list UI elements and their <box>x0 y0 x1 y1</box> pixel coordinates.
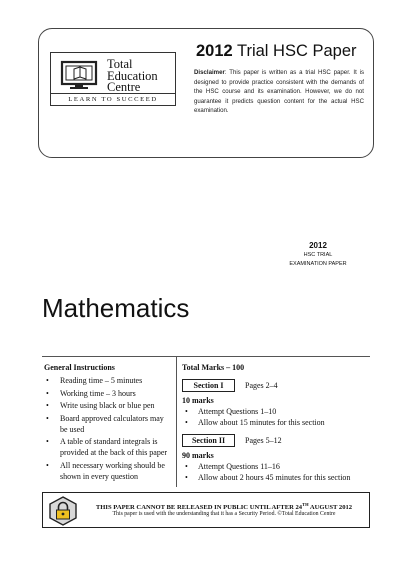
logo-name <box>107 59 173 94</box>
security-footer <box>42 492 370 528</box>
exam-year: 2012 <box>309 241 327 250</box>
release-notice-post: AUGUST 2012 <box>308 504 353 512</box>
section-2-item: • Attempt Questions 11–16 <box>182 461 372 472</box>
security-notice: This paper is used with the understanding that it has a Security Period. ©Total Education Centre <box>112 511 336 517</box>
instruction-item: • All necessary working should be shown in every question <box>44 460 172 482</box>
disclaimer <box>194 68 364 116</box>
paper-title-text: Trial HSC Paper <box>232 42 357 60</box>
exam-label <box>283 240 353 268</box>
divider-horizontal <box>42 356 370 357</box>
general-instructions <box>44 362 172 483</box>
section-1-pages: Pages 2–4 <box>245 381 278 390</box>
computer-book-icon <box>60 59 104 91</box>
instruction-item: • A table of standard integrals is provided at the back of this paper <box>44 436 172 458</box>
exam-type-line1: HSC TRIAL <box>303 252 333 258</box>
section-1-marks: 10 marks <box>182 396 214 405</box>
instruction-item: • Write using black or blue pen <box>44 400 172 411</box>
marks-summary <box>182 362 372 483</box>
padlock-shield-icon <box>48 496 78 526</box>
exam-type-line2: EXAMINATION PAPER <box>289 260 347 267</box>
paper-title <box>196 42 357 61</box>
section-2-label: Section II <box>182 434 235 447</box>
release-notice-pre: THIS PAPER CANNOT BE RELEASED IN PUBLIC UNTIL AFTER 24 <box>95 504 303 512</box>
section-1-item: • Allow about 15 minutes for this section <box>182 417 372 428</box>
section-1-list <box>182 406 372 428</box>
paper-title-year: 2012 <box>196 42 233 60</box>
instructions-list <box>44 375 172 482</box>
logo <box>50 52 176 106</box>
section-2-pages: Pages 5–12 <box>245 436 282 445</box>
subject-title: Mathematics <box>42 293 190 323</box>
total-marks: Total Marks – 100 <box>182 363 245 372</box>
instruction-item: • Reading time – 5 minutes <box>44 375 172 386</box>
section-1-row <box>182 379 372 392</box>
disclaimer-text: : This paper is written as a trial HSC paper. It is designed to provide practice consistent with the demands of the HSC course and its examination. However, we do not guarantee it predicts question content for the actual HSC examination. <box>194 69 364 115</box>
general-instructions-heading: General Instructions <box>44 363 115 372</box>
section-2-list <box>182 461 372 483</box>
logo-name-line3: Centre <box>107 80 141 94</box>
logo-name-line1: Total <box>107 57 133 71</box>
section-2-marks: 90 marks <box>182 451 214 460</box>
logo-name-line2: Education <box>107 68 158 83</box>
section-1-label: Section I <box>182 379 235 392</box>
release-notice-sup: TH <box>302 502 309 507</box>
section-1-item: • Attempt Questions 1–10 <box>182 406 372 417</box>
disclaimer-label: Disclaimer <box>194 69 225 76</box>
divider-vertical <box>176 356 177 487</box>
section-2-item: • Allow about 2 hours 45 minutes for this section <box>182 472 372 483</box>
logo-tagline: LEARN TO SUCCEED <box>51 93 175 105</box>
instruction-item: • Working time – 3 hours <box>44 388 172 399</box>
instruction-item: • Board approved calculators may be used <box>44 413 172 435</box>
section-2-row <box>182 434 372 447</box>
